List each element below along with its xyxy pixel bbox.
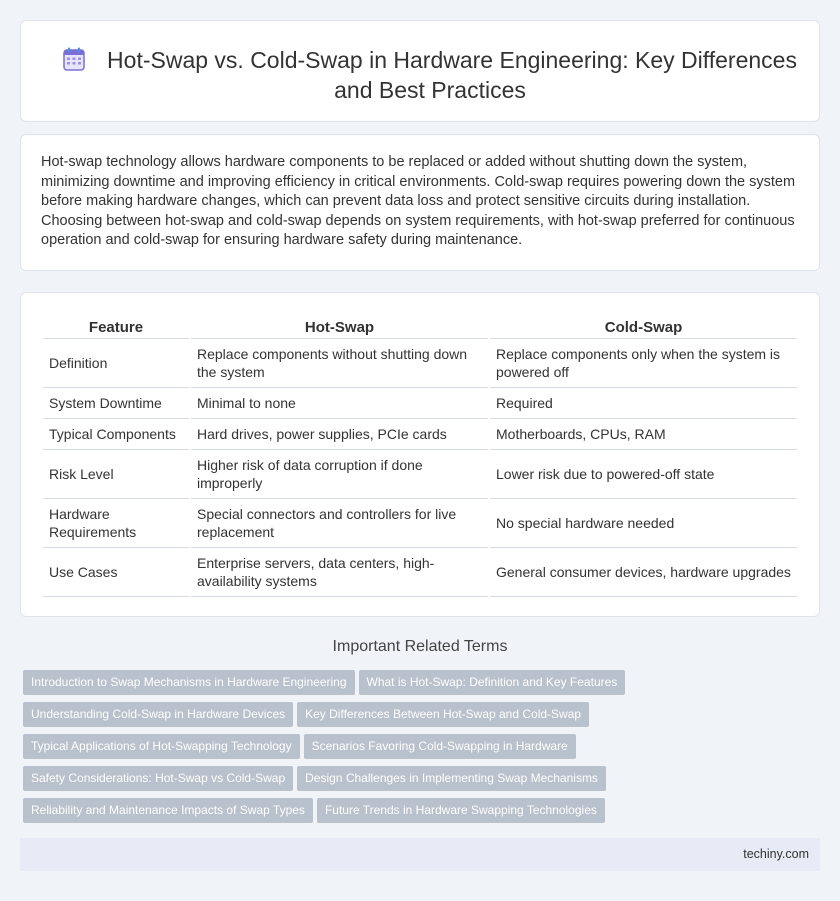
comparison-table-card bbox=[20, 292, 820, 617]
footer-site-link[interactable]: techiny.com bbox=[743, 847, 809, 861]
cold-swap-cell: General consumer devices, hardware upgrades bbox=[490, 548, 797, 597]
header-hot-swap: Hot-Swap bbox=[191, 315, 488, 339]
feature-cell: System Downtime bbox=[43, 388, 189, 419]
related-term-tag[interactable]: Future Trends in Hardware Swapping Technologies bbox=[317, 798, 605, 823]
related-term-tag[interactable]: Reliability and Maintenance Impacts of Swap Types bbox=[23, 798, 313, 823]
related-terms-title: Important Related Terms bbox=[332, 638, 508, 655]
intro-paragraph: Hot-swap technology allows hardware components to be replaced or added without shutting down the system, minimizing downtime and improving efficiency in critical environments. Cold-swap requires powering down the system before making hardware changes, which can prevent data loss and protect sensitive circuits during installation. Choosing between hot-swap and cold-swap depends on system requirements, with hot-swap preferred for continuous operation and cold-swap for ensuring hardware safety during maintenance. bbox=[41, 154, 796, 249]
table-row bbox=[43, 339, 797, 388]
feature-cell: Use Cases bbox=[43, 548, 189, 597]
cold-swap-cell: Lower risk due to powered-off state bbox=[490, 450, 797, 499]
footer bbox=[20, 838, 820, 871]
cold-swap-cell: Replace components only when the system is powered off bbox=[490, 339, 797, 388]
hot-swap-cell: Special connectors and controllers for live replacement bbox=[191, 499, 488, 548]
header-card bbox=[20, 20, 820, 122]
related-term-tag[interactable]: Design Challenges in Implementing Swap Mechanisms bbox=[297, 766, 606, 791]
hot-swap-cell: Minimal to none bbox=[191, 388, 488, 419]
cold-swap-cell: No special hardware needed bbox=[490, 499, 797, 548]
hot-swap-cell: Hard drives, power supplies, PCIe cards bbox=[191, 419, 488, 450]
hot-swap-cell: Enterprise servers, data centers, high-availability systems bbox=[191, 548, 488, 597]
related-term-tag[interactable]: Key Differences Between Hot-Swap and Cold-Swap bbox=[297, 702, 589, 727]
header-cold-swap: Cold-Swap bbox=[490, 315, 797, 339]
page-title: Hot-Swap vs. Cold-Swap in Hardware Engineering: Key Differences and Best Practices bbox=[107, 47, 797, 103]
feature-cell: Risk Level bbox=[43, 450, 189, 499]
feature-cell: Hardware Requirements bbox=[43, 499, 189, 548]
related-term-tag[interactable]: What is Hot-Swap: Definition and Key Features bbox=[359, 670, 626, 695]
intro-card bbox=[20, 134, 820, 271]
page-title-wrap bbox=[61, 45, 799, 105]
table-row bbox=[43, 450, 797, 499]
cold-swap-cell: Motherboards, CPUs, RAM bbox=[490, 419, 797, 450]
related-term-tag[interactable]: Safety Considerations: Hot-Swap vs Cold-Swap bbox=[23, 766, 293, 791]
feature-cell: Definition bbox=[43, 339, 189, 388]
related-terms-list bbox=[23, 670, 803, 830]
related-term-tag[interactable]: Scenarios Favoring Cold-Swapping in Hardware bbox=[304, 734, 576, 759]
table-header-row bbox=[43, 315, 797, 339]
related-term-tag[interactable]: Introduction to Swap Mechanisms in Hardware Engineering bbox=[23, 670, 355, 695]
related-term-tag[interactable]: Understanding Cold-Swap in Hardware Devices bbox=[23, 702, 293, 727]
feature-cell: Typical Components bbox=[43, 419, 189, 450]
cold-swap-cell: Required bbox=[490, 388, 797, 419]
hot-swap-cell: Replace components without shutting down the system bbox=[191, 339, 488, 388]
header-feature: Feature bbox=[43, 315, 189, 339]
related-term-tag[interactable]: Typical Applications of Hot-Swapping Technology bbox=[23, 734, 300, 759]
table-row bbox=[43, 388, 797, 419]
table-row bbox=[43, 419, 797, 450]
table-row bbox=[43, 548, 797, 597]
comparison-table bbox=[41, 315, 799, 597]
table-row bbox=[43, 499, 797, 548]
calendar-icon bbox=[63, 47, 85, 71]
hot-swap-cell: Higher risk of data corruption if done improperly bbox=[191, 450, 488, 499]
